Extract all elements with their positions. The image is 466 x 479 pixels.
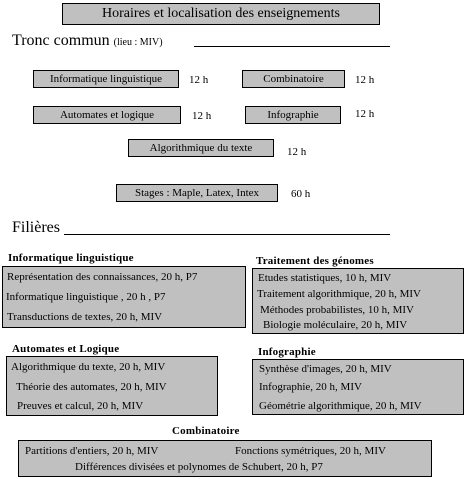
course-algorithmique-texte xyxy=(128,139,274,157)
list-item: Traitement algorithmique, 20 h, MIV xyxy=(257,288,421,300)
page-title-text: Horaires et localisation des enseignements xyxy=(102,6,340,21)
course-label: Automates et logique xyxy=(59,108,155,121)
tronc-commun-title: Tronc commun xyxy=(12,32,110,49)
tronc-commun-heading xyxy=(12,32,163,50)
group-title-informatique-linguistique: Informatique linguistique xyxy=(8,252,134,264)
list-item: Infographie, 20 h, MIV xyxy=(259,381,362,393)
list-item: Informatique linguistique , 20 h , P7 xyxy=(6,291,166,303)
course-infographie xyxy=(245,106,341,124)
course-hours: 12 h xyxy=(355,108,375,120)
group-infographie xyxy=(252,359,464,415)
filieres-title: Filières xyxy=(12,219,60,236)
group-title-combinatoire: Combinatoire xyxy=(172,425,240,437)
course-automates-logique xyxy=(33,106,181,124)
list-item: Transductions de textes, 20 h, MIV xyxy=(7,311,163,323)
list-item: Synthèse d'images, 20 h, MIV xyxy=(259,363,392,375)
page-title xyxy=(62,3,380,25)
group-traitement-genomes xyxy=(252,268,464,334)
filieres-rule xyxy=(64,234,390,235)
list-item: Etudes statistiques, 10 h, MIV xyxy=(258,272,392,284)
course-hours: 12 h xyxy=(355,74,375,86)
group-title-infographie: Infographie xyxy=(258,346,316,358)
course-label: Combinatoire xyxy=(263,72,324,85)
course-label: Stages : Maple, Latex, Intex xyxy=(134,186,260,199)
group-automates-logique xyxy=(6,356,218,416)
list-item: Différences divisées et polynomes de Schubert, 20 h, P7 xyxy=(75,461,323,473)
course-hours: 12 h xyxy=(189,74,209,86)
course-hours: 12 h xyxy=(192,110,212,122)
list-item: Biologie moléculaire, 20 h, MIV xyxy=(263,319,408,331)
course-label: Infographie xyxy=(267,108,319,121)
course-hours: 60 h xyxy=(291,188,311,200)
group-title-traitement-genomes: Traitement des génomes xyxy=(256,255,374,267)
list-item: Représentation des connaissances, 20 h, P7 xyxy=(7,271,198,283)
filieres-heading xyxy=(12,219,60,237)
course-informatique-linguistique xyxy=(33,70,179,88)
course-stages xyxy=(116,184,278,202)
course-label: Algorithmique du texte xyxy=(149,141,253,154)
list-item: Algorithmique du texte, 20 h, MIV xyxy=(11,361,166,373)
list-item: Preuves et calcul, 20 h, MIV xyxy=(17,400,144,412)
group-combinatoire xyxy=(18,440,432,477)
course-combinatoire xyxy=(242,70,345,88)
course-hours: 12 h xyxy=(287,146,307,158)
group-title-automates-logique: Automates et Logique xyxy=(12,343,120,355)
tronc-commun-lieu: (lieu : MIV) xyxy=(113,37,163,48)
list-item: Fonctions symétriques, 20 h, MIV xyxy=(235,445,386,457)
tronc-commun-rule xyxy=(194,46,390,47)
list-item: Géométrie algorithmique, 20 h, MIV xyxy=(259,400,422,412)
course-label: Informatique linguistique xyxy=(49,72,163,85)
group-informatique-linguistique xyxy=(2,266,246,328)
list-item: Théorie des automates, 20 h, MIV xyxy=(16,381,167,393)
list-item: Méthodes probabilistes, 10 h, MIV xyxy=(260,304,414,316)
list-item: Partitions d'entiers, 20 h, MIV xyxy=(25,445,159,457)
